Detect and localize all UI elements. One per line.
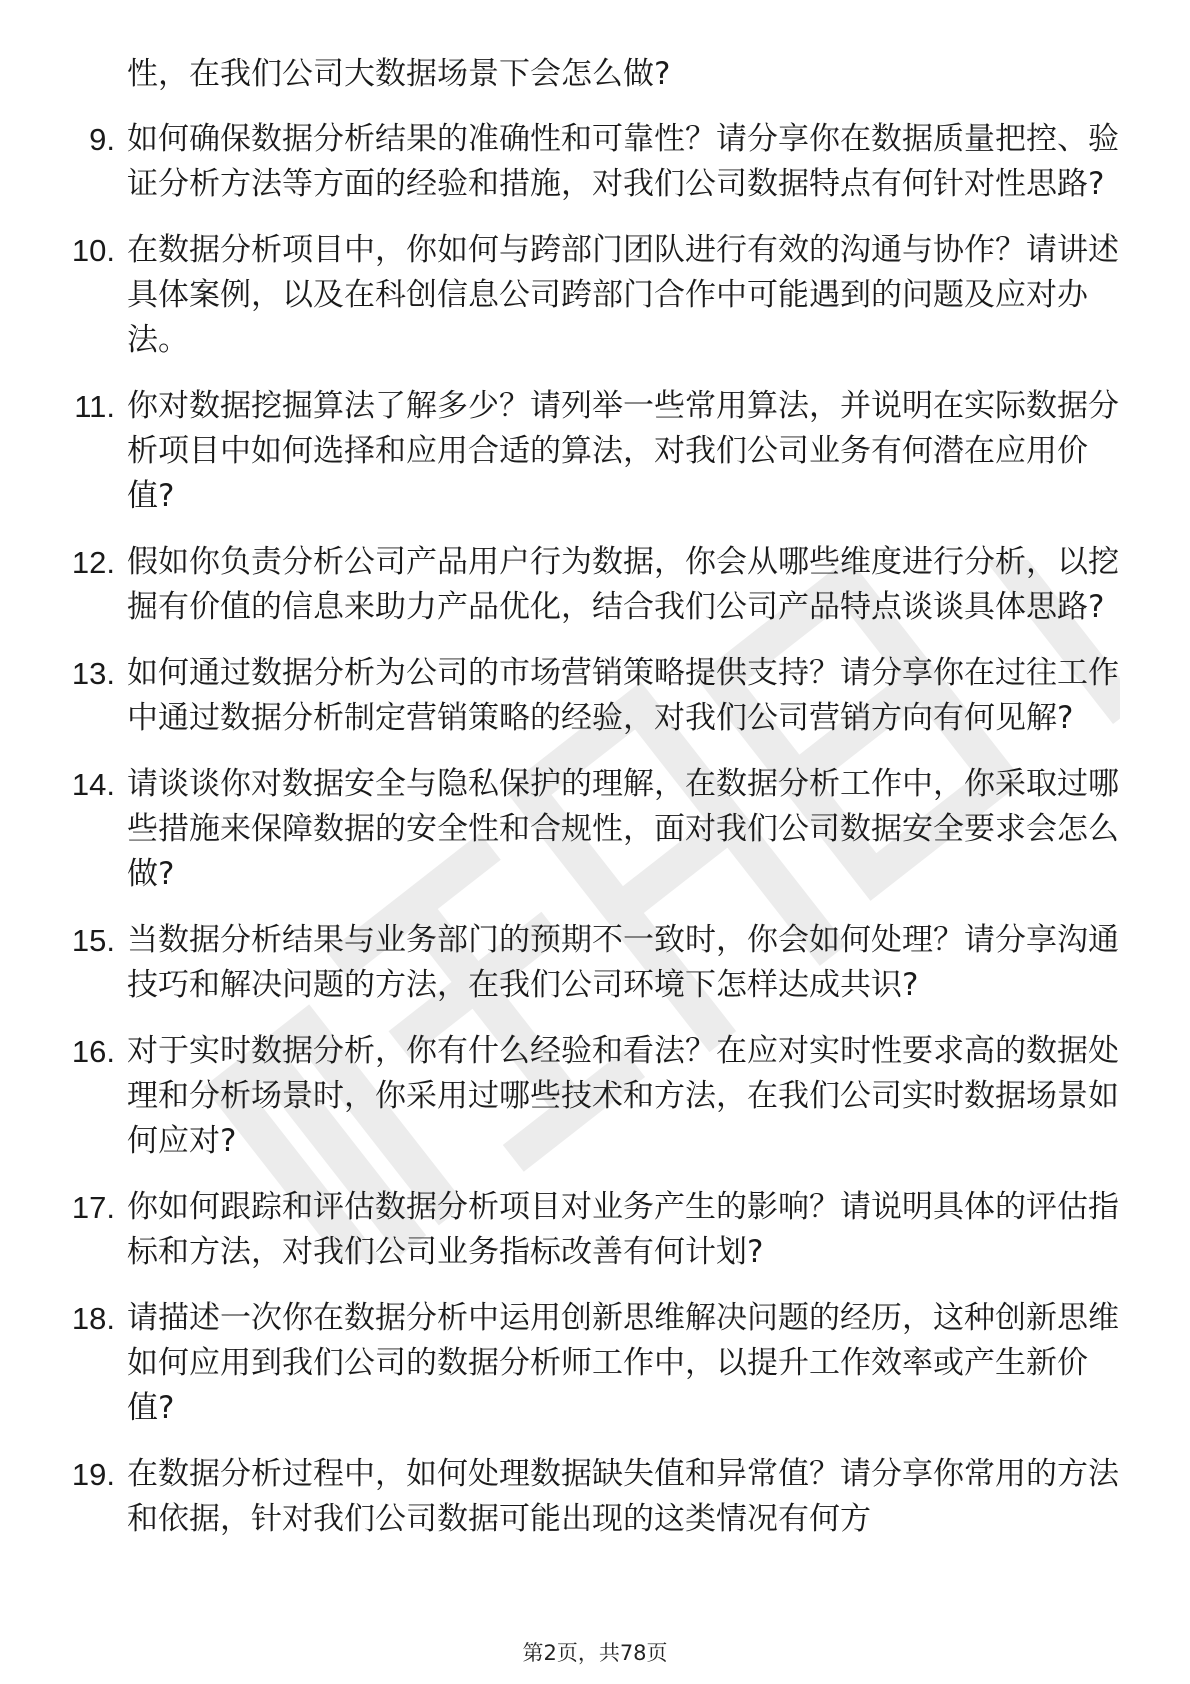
- question-text: 如何确保数据分析结果的准确性和可靠性？请分享你在数据质量把控、验证分析方法等方面的经验和措施，对我们公司数据特点有何针对性思路?: [127, 121, 1119, 202]
- question-list: [60, 52, 1120, 1563]
- question-item: [60, 228, 1120, 363]
- question-text: 对于实时数据分析，你有什么经验和看法？在应对实时性要求高的数据处理和分析场景时，你采用过哪些技术和方法，在我们公司实时数据场景如何应对?: [127, 1033, 1119, 1159]
- question-item: [60, 1296, 1120, 1431]
- question-item: [60, 651, 1120, 741]
- question-number: 16.: [71, 1034, 115, 1069]
- question-number: 12.: [71, 545, 115, 580]
- continuation-text: 性，在我们公司大数据场景下会怎么做?: [127, 56, 671, 92]
- question-text: 在数据分析过程中，如何处理数据缺失值和异常值？请分享你常用的方法和依据，针对我们公司数据可能出现的这类情况有何方: [127, 1456, 1119, 1537]
- page-footer: 第2页，共78页: [522, 1641, 668, 1665]
- question-text: 你对数据挖掘算法了解多少？请列举一些常用算法，并说明在实际数据分析项目中如何选择和应用合适的算法，对我们公司业务有何潜在应用价值?: [127, 388, 1119, 514]
- question-text: 假如你负责分析公司产品用户行为数据，你会从哪些维度进行分析，以挖掘有价值的信息来助力产品优化，结合我们公司产品特点谈谈具体思路?: [127, 544, 1119, 625]
- question-number: 19.: [71, 1457, 115, 1492]
- question-number: 15.: [71, 923, 115, 958]
- question-text: 你如何跟踪和评估数据分析项目对业务产生的影响？请说明具体的评估指标和方法，对我们公司业务指标改善有何计划?: [127, 1189, 1119, 1270]
- question-item: [60, 384, 1120, 519]
- question-text: 请谈谈你对数据安全与隐私保护的理解，在数据分析工作中，你采取过哪些措施来保障数据的安全性和合规性，面对我们公司数据安全要求会怎么做?: [127, 766, 1119, 892]
- question-text: 请描述一次你在数据分析中运用创新思维解决问题的经历，这种创新思维如何应用到我们公司的数据分析师工作中，以提升工作效率或产生新价值?: [127, 1300, 1119, 1426]
- question-number: 13.: [71, 656, 115, 691]
- question-item: [60, 1185, 1120, 1275]
- question-item: [60, 540, 1120, 630]
- question-text: 如何通过数据分析为公司的市场营销策略提供支持？请分享你在过往工作中通过数据分析制定营销策略的经验，对我们公司营销方向有何见解?: [127, 655, 1119, 736]
- question-item: [60, 117, 1120, 207]
- question-text: 在数据分析项目中，你如何与跨部门团队进行有效的沟通与协作？请讲述具体案例，以及在科创信息公司跨部门合作中可能遇到的问题及应对办法。: [127, 232, 1119, 358]
- question-number: 17.: [71, 1190, 115, 1225]
- question-number: 18.: [71, 1301, 115, 1336]
- question-number: 10.: [71, 233, 115, 268]
- question-number: 14.: [71, 767, 115, 802]
- question-number: 11.: [74, 389, 115, 424]
- question-number: 9.: [89, 122, 115, 157]
- question-item: [60, 918, 1120, 1008]
- question-item: [60, 1029, 1120, 1164]
- question-item: [60, 1452, 1120, 1542]
- question-text: 当数据分析结果与业务部门的预期不一致时，你会如何处理？请分享沟通技巧和解决问题的方法，在我们公司环境下怎样达成共识?: [127, 922, 1119, 1003]
- question-item: [60, 762, 1120, 897]
